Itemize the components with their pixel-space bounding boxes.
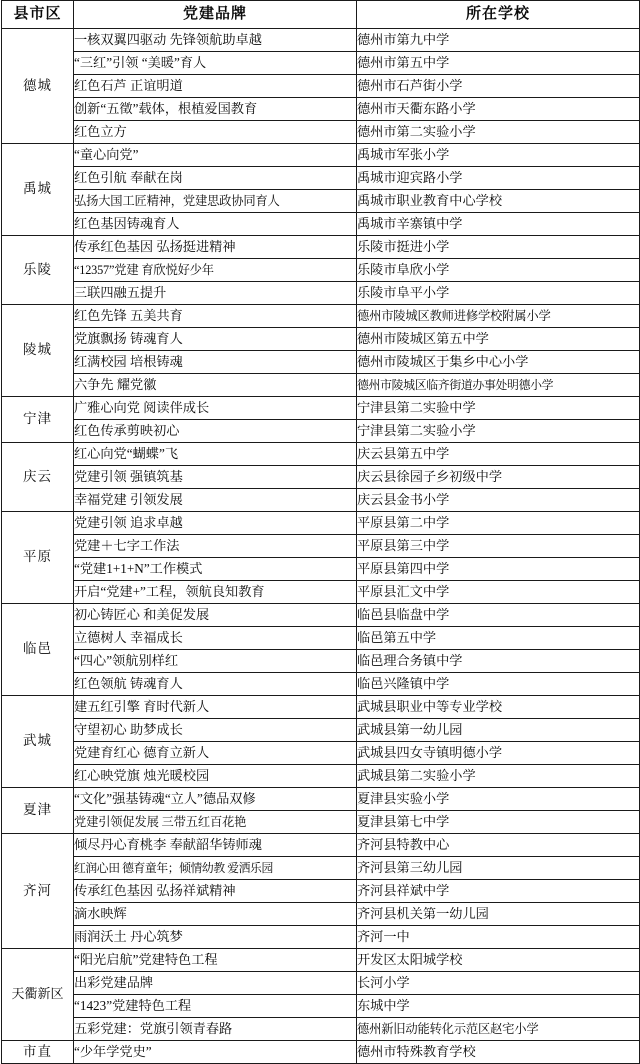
region-cell: 乐陵 <box>2 236 74 305</box>
table-row <box>2 351 640 374</box>
table-row <box>2 328 640 351</box>
school-cell: 德州市第五中学 <box>357 52 640 75</box>
region-cell: 市直 <box>2 1041 74 1064</box>
table-row <box>2 305 640 328</box>
brand-cell: 红满校园 培根铸魂 <box>74 351 357 374</box>
school-cell: 平原县第二中学 <box>357 512 640 535</box>
school-cell: 乐陵市挺进小学 <box>357 236 640 259</box>
table-row <box>2 788 640 811</box>
school-cell: 武城县第二实验小学 <box>357 765 640 788</box>
brand-cell: 弘扬大国工匠精神，党建思政协同育人 <box>74 190 357 213</box>
table-row <box>2 190 640 213</box>
brand-cell: 党旗飘扬 铸魂育人 <box>74 328 357 351</box>
table-row <box>2 121 640 144</box>
school-cell: 德州新旧动能转化示范区赵宅小学 <box>357 1018 640 1041</box>
table-row <box>2 949 640 972</box>
school-cell: 齐河县祥斌中学 <box>357 880 640 903</box>
brand-cell: 传承红色基因 弘扬祥斌精神 <box>74 880 357 903</box>
column-header-school: 所在学校 <box>357 1 640 29</box>
brand-cell: 党建引领 追求卓越 <box>74 512 357 535</box>
school-cell: 齐河县第三幼儿园 <box>357 857 640 880</box>
column-header-brand: 党建品牌 <box>74 1 357 29</box>
region-cell: 宁津 <box>2 397 74 443</box>
table-row <box>2 857 640 880</box>
brand-cell: 红润心田 德育童年；倾情幼教 爱洒乐园 <box>74 857 357 880</box>
school-cell: 德州市陵城区于集乡中心小学 <box>357 351 640 374</box>
brand-cell: 红色立方 <box>74 121 357 144</box>
table-row <box>2 995 640 1018</box>
school-cell: 德州市特殊教育学校 <box>357 1041 640 1064</box>
table-row <box>2 75 640 98</box>
region-cell: 武城 <box>2 696 74 788</box>
brand-cell: 建五红引擎 育时代新人 <box>74 696 357 719</box>
table-row <box>2 1041 640 1064</box>
brand-cell: 党建引领 强镇筑基 <box>74 466 357 489</box>
school-cell: 平原县第四中学 <box>357 558 640 581</box>
brand-cell: 广雅心向党 阅读伴成长 <box>74 397 357 420</box>
brand-cell: 幸福党建 引领发展 <box>74 489 357 512</box>
school-cell: 宁津县第二实验小学 <box>357 420 640 443</box>
brand-cell: 党建育红心 德育立新人 <box>74 742 357 765</box>
school-cell: 临邑第五中学 <box>357 627 640 650</box>
table-row <box>2 1018 640 1041</box>
region-cell: 庆云 <box>2 443 74 512</box>
table-row <box>2 236 640 259</box>
school-cell: 德州市天衢东路小学 <box>357 98 640 121</box>
school-cell: 齐河县机关第一幼儿园 <box>357 903 640 926</box>
brand-cell: 开启“党建+”工程，领航良知教育 <box>74 581 357 604</box>
table-row <box>2 466 640 489</box>
brand-cell: 初心铸匠心 和美促发展 <box>74 604 357 627</box>
school-cell: 长河小学 <box>357 972 640 995</box>
table-row <box>2 673 640 696</box>
table-row <box>2 834 640 857</box>
region-cell: 天衢新区 <box>2 949 74 1041</box>
table-row <box>2 581 640 604</box>
brand-cell: 红心映党旗 烛光暖校园 <box>74 765 357 788</box>
school-cell: 德州市第九中学 <box>357 29 640 52</box>
school-cell: 庆云县金书小学 <box>357 489 640 512</box>
school-cell: 夏津县第七中学 <box>357 811 640 834</box>
party-building-brand-table <box>1 0 640 1064</box>
table-row <box>2 926 640 949</box>
school-cell: 禹城市军张小学 <box>357 144 640 167</box>
table-row <box>2 765 640 788</box>
brand-cell: 倾尽丹心育桃李 奉献韶华铸师魂 <box>74 834 357 857</box>
school-cell: 武城县职业中等专业学校 <box>357 696 640 719</box>
school-cell: 德州市石芦街小学 <box>357 75 640 98</box>
brand-cell: 一核双翼四驱动 先锋领航助卓越 <box>74 29 357 52</box>
table-body <box>2 29 640 1064</box>
table-header-row <box>2 1 640 29</box>
table-row <box>2 282 640 305</box>
brand-cell: “少年学党史” <box>74 1041 357 1064</box>
school-cell: 武城县第一幼儿园 <box>357 719 640 742</box>
school-cell: 德州市陵城区教师进修学校附属小学 <box>357 305 640 328</box>
school-cell: 禹城市职业教育中心学校 <box>357 190 640 213</box>
brand-cell: 三联四融五提升 <box>74 282 357 305</box>
school-cell: 庆云县第五中学 <box>357 443 640 466</box>
school-cell: 乐陵市阜欣小学 <box>357 259 640 282</box>
brand-cell: “童心向党” <box>74 144 357 167</box>
school-cell: 德州市第二实验小学 <box>357 121 640 144</box>
brand-cell: 红色领航 铸魂育人 <box>74 673 357 696</box>
table-row <box>2 742 640 765</box>
table-row <box>2 98 640 121</box>
region-cell: 德城 <box>2 29 74 144</box>
brand-cell: “阳光启航”党建特色工程 <box>74 949 357 972</box>
brand-cell: 红色基因铸魂育人 <box>74 213 357 236</box>
school-cell: 夏津县实验小学 <box>357 788 640 811</box>
brand-cell: “三红”引领 “美暖”育人 <box>74 52 357 75</box>
table-row <box>2 443 640 466</box>
column-header-region: 县市区 <box>2 1 74 29</box>
table-row <box>2 52 640 75</box>
brand-cell: 立德树人 幸福成长 <box>74 627 357 650</box>
brand-cell: 红色先锋 五美共育 <box>74 305 357 328</box>
table-row <box>2 972 640 995</box>
table-row <box>2 167 640 190</box>
brand-cell: “12357”党建 育欣悦好少年 <box>74 259 357 282</box>
table-row <box>2 420 640 443</box>
region-cell: 齐河 <box>2 834 74 949</box>
region-cell: 陵城 <box>2 305 74 397</box>
school-cell: 武城县四女寺镇明德小学 <box>357 742 640 765</box>
school-cell: 德州市陵城区第五中学 <box>357 328 640 351</box>
brand-cell: “党建1+1+N”工作模式 <box>74 558 357 581</box>
school-cell: 东城中学 <box>357 995 640 1018</box>
table-row <box>2 696 640 719</box>
school-cell: 临邑县临盘中学 <box>357 604 640 627</box>
table-row <box>2 604 640 627</box>
table-row <box>2 374 640 397</box>
brand-cell: 出彩党建品牌 <box>74 972 357 995</box>
table-head <box>2 1 640 29</box>
table-row <box>2 535 640 558</box>
brand-cell: 五彩党建：党旗引领青春路 <box>74 1018 357 1041</box>
brand-cell: 党建引领促发展 三带五红百花艳 <box>74 811 357 834</box>
brand-cell: 滴水映辉 <box>74 903 357 926</box>
school-cell: 临邑理合务镇中学 <box>357 650 640 673</box>
table-row <box>2 558 640 581</box>
school-cell: 临邑兴隆镇中学 <box>357 673 640 696</box>
brand-cell: “四心”领航别样红 <box>74 650 357 673</box>
table-row <box>2 259 640 282</box>
table-row <box>2 397 640 420</box>
school-cell: 齐河县特教中心 <box>357 834 640 857</box>
school-cell: 宁津县第二实验中学 <box>357 397 640 420</box>
brand-cell: 雨润沃土 丹心筑梦 <box>74 926 357 949</box>
region-cell: 临邑 <box>2 604 74 696</box>
school-cell: 禹城市辛寨镇中学 <box>357 213 640 236</box>
region-cell: 夏津 <box>2 788 74 834</box>
table-row <box>2 719 640 742</box>
school-cell: 开发区太阳城学校 <box>357 949 640 972</box>
brand-cell: 守望初心 助梦成长 <box>74 719 357 742</box>
brand-cell: 红心向党“蝴蝶”飞 <box>74 443 357 466</box>
table-row <box>2 144 640 167</box>
brand-cell: 六争先 耀党徽 <box>74 374 357 397</box>
brand-cell: “文化”强基铸魂“立人”德品双修 <box>74 788 357 811</box>
brand-cell: 创新“五徵”载体，根植爱国教育 <box>74 98 357 121</box>
table-row <box>2 512 640 535</box>
table-row <box>2 903 640 926</box>
table-row <box>2 213 640 236</box>
brand-cell: 红色石芦 正谊明道 <box>74 75 357 98</box>
table-row <box>2 29 640 52</box>
brand-cell: “1423”党建特色工程 <box>74 995 357 1018</box>
table-row <box>2 811 640 834</box>
region-cell: 禹城 <box>2 144 74 236</box>
region-cell: 平原 <box>2 512 74 604</box>
table-row <box>2 489 640 512</box>
table-row <box>2 880 640 903</box>
school-cell: 平原县汇文中学 <box>357 581 640 604</box>
brand-cell: 传承红色基因 弘扬挺进精神 <box>74 236 357 259</box>
brand-cell: 党建＋七字工作法 <box>74 535 357 558</box>
school-cell: 庆云县徐园子乡初级中学 <box>357 466 640 489</box>
school-cell: 平原县第三中学 <box>357 535 640 558</box>
school-cell: 齐河一中 <box>357 926 640 949</box>
school-cell: 德州市陵城区临齐街道办事处明德小学 <box>357 374 640 397</box>
table-row <box>2 627 640 650</box>
brand-cell: 红色引航 奉献在岗 <box>74 167 357 190</box>
table-row <box>2 650 640 673</box>
brand-cell: 红色传承剪映初心 <box>74 420 357 443</box>
school-cell: 乐陵市阜平小学 <box>357 282 640 305</box>
school-cell: 禹城市迎宾路小学 <box>357 167 640 190</box>
